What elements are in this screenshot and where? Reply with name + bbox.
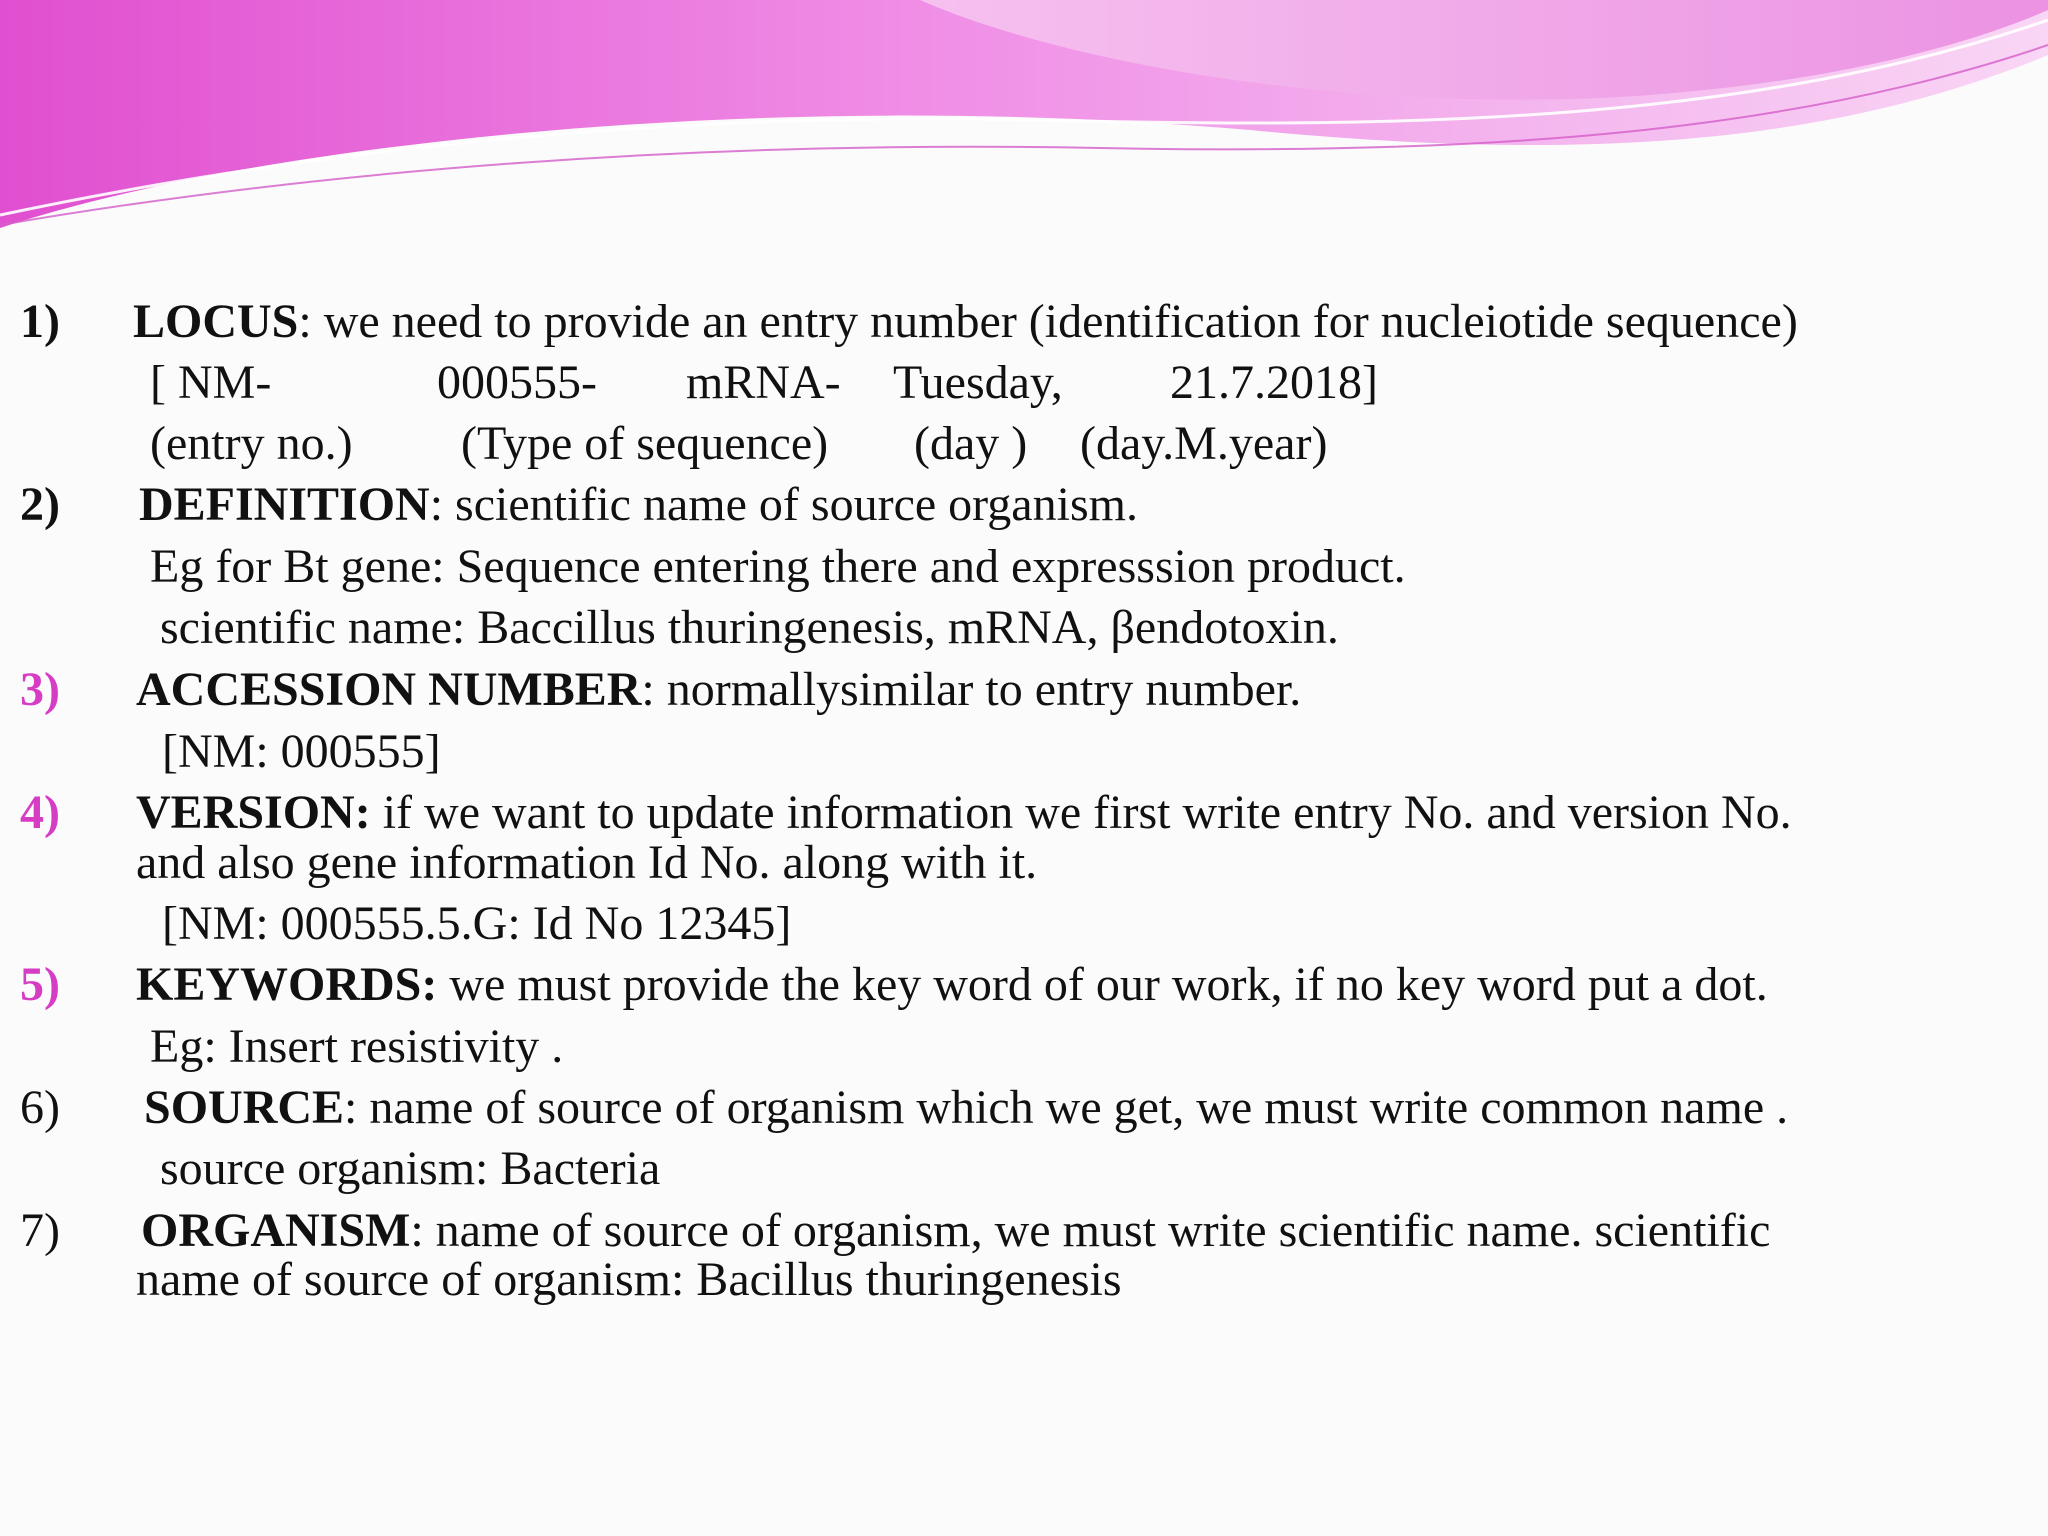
item-3-detail-1: [NM: 000555] <box>162 725 441 778</box>
item-7-keyword: ORGANISM <box>141 1204 411 1257</box>
locus-label-date: (day.M.year) <box>1080 417 1328 470</box>
item-2-text: : scientific name of source organism. <box>429 478 1138 531</box>
item-1-keyword: LOCUS <box>133 295 299 348</box>
locus-label-entry: (entry no.) <box>150 417 353 470</box>
item-5-keyword: KEYWORDS: <box>136 958 438 1011</box>
item-2-heading <box>139 479 1138 531</box>
item-1-text: : we need to provide an entry number (identification for nucleiotide sequence) <box>298 295 1798 348</box>
item-4-number: 4) <box>20 786 60 839</box>
item-3-number: 3) <box>20 663 60 716</box>
locus-value-date: 21.7.2018] <box>1170 356 1378 409</box>
item-2-keyword: DEFINITION <box>139 478 430 531</box>
item-5-text: we must provide the key word of our work, if no key word put a dot. <box>437 958 1768 1011</box>
item-6-detail-1: source organism: Bacteria <box>160 1142 661 1195</box>
item-2-number: 2) <box>20 478 60 531</box>
item-6-number: 6) <box>20 1081 60 1134</box>
item-7-continuation: name of source of organism: Bacillus thuringenesis <box>136 1253 1122 1306</box>
item-7-number: 7) <box>20 1204 60 1257</box>
item-4-heading <box>136 787 1792 839</box>
item-3-heading <box>136 664 1301 716</box>
locus-label-type: (Type of sequence) <box>461 417 829 470</box>
locus-label-day: (day ) <box>914 417 1028 470</box>
locus-value-entry: [ NM- <box>150 356 272 409</box>
locus-value-type: mRNA- <box>686 356 841 409</box>
item-3-text: : normallysimilar to entry number. <box>641 663 1302 716</box>
item-3-keyword: ACCESSION NUMBER <box>136 663 642 716</box>
item-2-detail-2: scientific name: Baccillus thuringenesis, mRNA, βendotoxin. <box>160 601 1339 654</box>
locus-value-number: 000555- <box>437 356 597 409</box>
item-6-heading <box>144 1082 1788 1134</box>
item-4-continuation: and also gene information Id No. along with it. <box>136 836 1038 889</box>
item-4-detail-1: [NM: 000555.5.G: Id No 12345] <box>162 897 792 950</box>
wave-banner <box>0 0 2048 240</box>
item-5-heading <box>136 959 1768 1011</box>
item-1-heading <box>133 296 1798 348</box>
item-5-detail-1: Eg: Insert resistivity . <box>150 1020 564 1073</box>
item-7-heading <box>141 1205 1770 1257</box>
item-4-keyword: VERSION: <box>136 786 371 839</box>
item-6-text: : name of source of organism which we get, we must write common name . <box>344 1081 1789 1134</box>
item-5-number: 5) <box>20 958 60 1011</box>
item-6-keyword: SOURCE <box>144 1081 345 1134</box>
item-7-text: : name of source of organism, we must write scientific name. scientific <box>410 1204 1771 1257</box>
item-2-detail-1: Eg for Bt gene: Sequence entering there and expresssion product. <box>150 540 1406 593</box>
item-4-text: if we want to update information we first write entry No. and version No. <box>370 786 1792 839</box>
item-1-number: 1) <box>20 295 60 348</box>
locus-value-day: Tuesday, <box>893 356 1063 409</box>
